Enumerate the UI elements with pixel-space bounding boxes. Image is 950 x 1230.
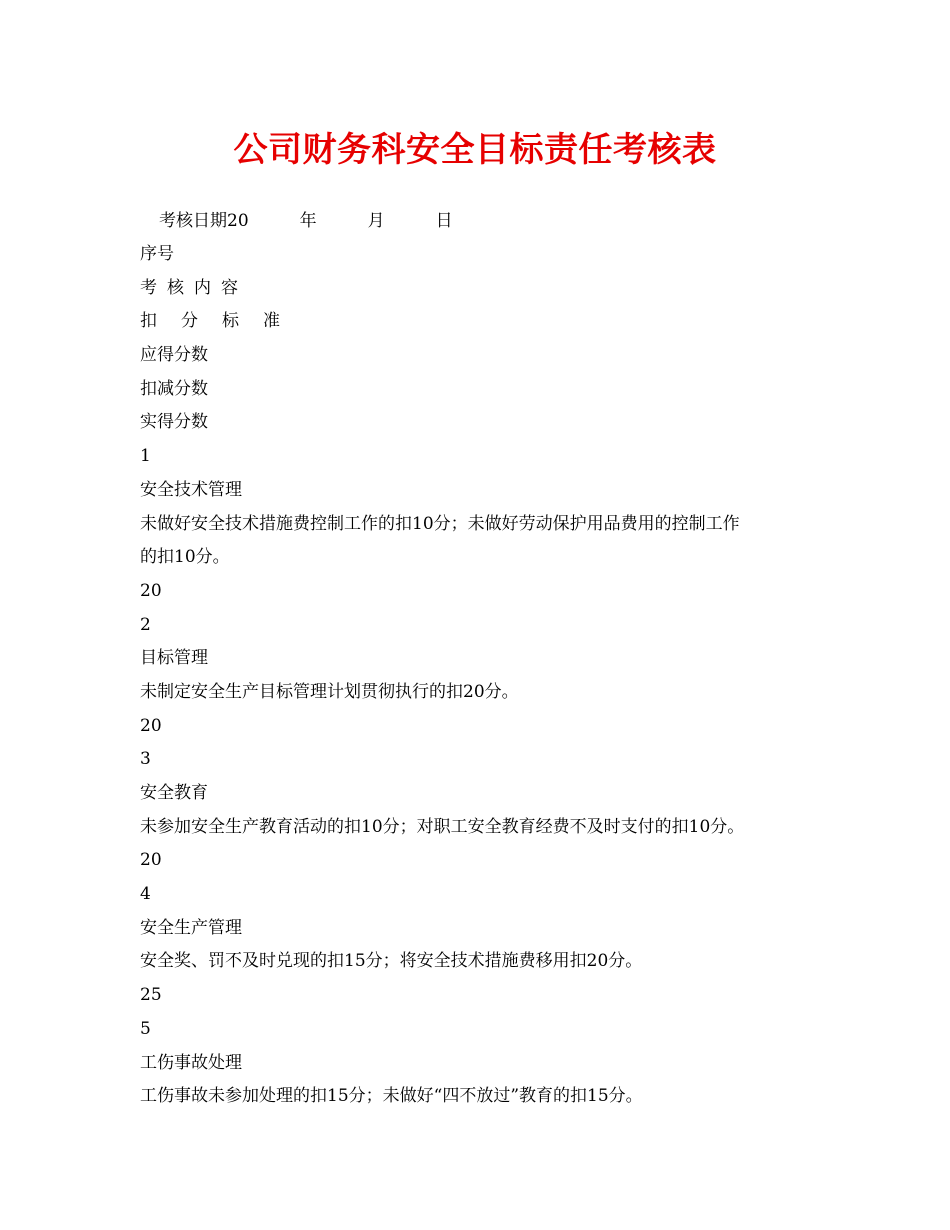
row-5-item: 工伤事故处理 (140, 1052, 242, 1073)
header-actual-score: 实得分数 (140, 412, 208, 433)
row-4-number: 4 (140, 884, 151, 905)
row-5-criteria: 工伤事故未参加处理的扣15分；未做好“四不放过”教育的扣15分。 (140, 1086, 643, 1107)
header-deduct-score: 扣减分数 (140, 378, 208, 399)
row-3-score: 20 (140, 850, 162, 871)
row-1-criteria-line-1: 未做好安全技术措施费控制工作的扣10分；未做好劳动保护用品费用的控制工作 (140, 513, 740, 534)
row-1-item: 安全技术管理 (140, 479, 242, 500)
row-3-number: 3 (140, 749, 151, 770)
row-1-criteria-line-2: 的扣10分。 (140, 547, 230, 568)
header-content: 考核内容 (140, 277, 248, 298)
row-1-number: 1 (140, 446, 151, 467)
page-title: 公司财务科安全目标责任考核表 (233, 130, 717, 170)
row-4-item: 安全生产管理 (140, 917, 242, 938)
assessment-date-line: 考核日期20 年 月 日 (159, 211, 453, 231)
header-seq: 序号 (140, 244, 174, 264)
document-body (140, 238, 820, 1114)
row-4-criteria: 安全奖、罚不及时兑现的扣15分；将安全技术措施费移用扣20分。 (140, 951, 643, 972)
header-due-score: 应得分数 (140, 345, 208, 366)
row-4-score: 25 (140, 985, 162, 1006)
row-3-item: 安全教育 (140, 783, 208, 803)
row-2-number: 2 (140, 614, 151, 635)
row-2-score: 20 (140, 715, 162, 736)
row-2-criteria: 未制定安全生产目标管理计划贯彻执行的扣20分。 (140, 681, 519, 702)
row-2-item: 目标管理 (140, 648, 208, 669)
row-5-number: 5 (140, 1018, 151, 1039)
header-criteria: 扣分标准 (140, 311, 304, 332)
row-3-criteria: 未参加安全生产教育活动的扣10分；对职工安全教育经费不及时支付的扣10分。 (140, 816, 745, 837)
row-1-score: 20 (140, 580, 162, 601)
